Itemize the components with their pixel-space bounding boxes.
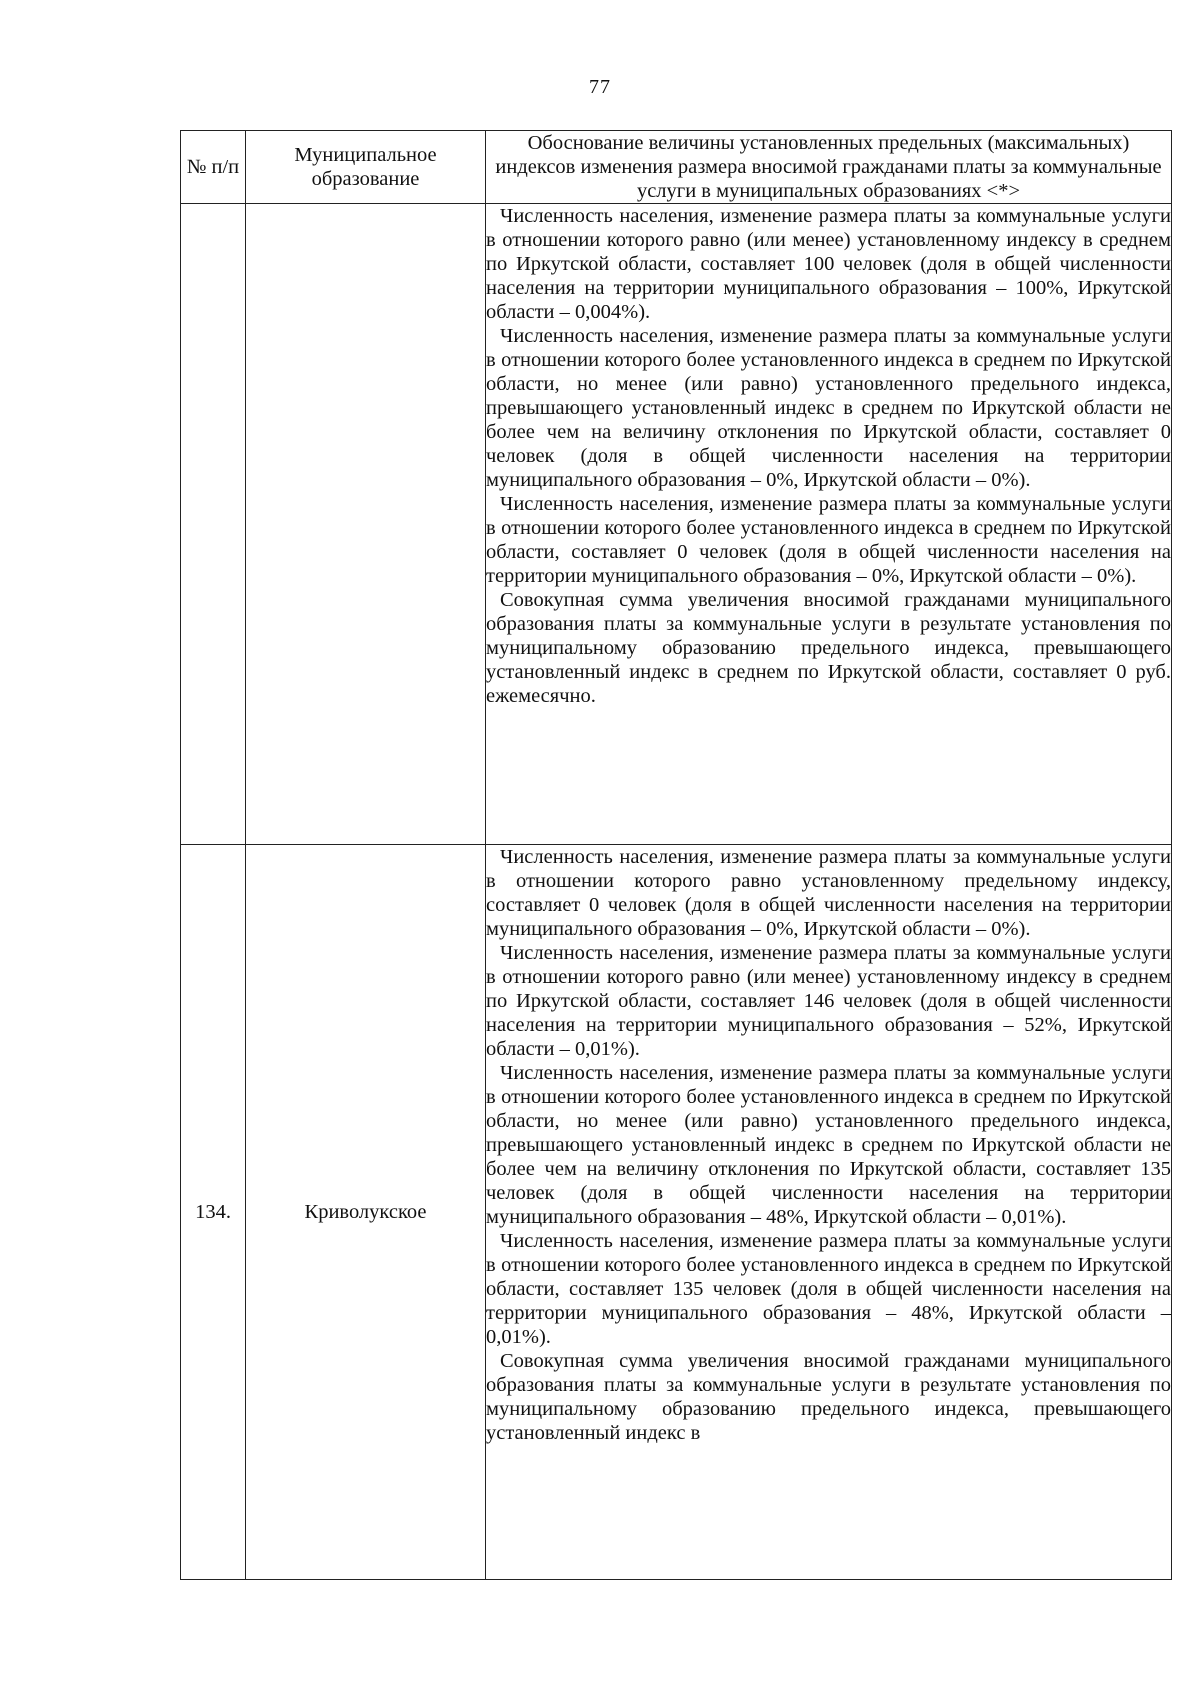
tariff-justification-table	[180, 130, 1172, 1580]
row-municipality: Криволукское	[246, 845, 486, 1580]
page-number: 77	[589, 76, 611, 98]
row-municipality	[246, 204, 486, 845]
table-row	[181, 845, 1172, 1580]
row-justification	[486, 845, 1172, 1580]
justification-paragraph: Совокупная сумма увеличения вносимой гражданами муниципального образования платы за коммунальные услуги в результате установления по муниципальному образованию предельного индекса, превышающего установленный индекс в среднем по Иркутской области, составляет 0 руб. ежемесячно.	[486, 589, 1171, 707]
row-number: 134.	[181, 845, 246, 1580]
justification-paragraph: Численность населения, изменение размера платы за коммунальные услуги в отношении которого равно установленному предельному индексу, составляет 0 человек (доля в общей численности населения на территории муниципального образования – 0%, Иркутской области – 0%).	[486, 846, 1171, 940]
table-row	[181, 204, 1172, 845]
header-municipality: Муниципальное образование	[246, 131, 486, 204]
justification-paragraph: Численность населения, изменение размера платы за коммунальные услуги в отношении которого равно (или менее) установленному индексу в среднем по Иркутской области, составляет 100 человек (доля в общей численности населения на территории муниципального образования – 100%, Иркутской области – 0,004%).	[486, 205, 1171, 323]
justification-paragraph: Численность населения, изменение размера платы за коммунальные услуги в отношении которого более установленного индекса в среднем по Иркутской области, но менее (или равно) установленного предельного индекса, превышающего установленный индекс в среднем по Иркутской области не более чем на величину отклонения по Иркутской области, составляет 0 человек (доля в общей численности населения на территории муниципального образования – 0%, Иркутской области – 0%).	[486, 325, 1171, 491]
justification-paragraph: Численность населения, изменение размера платы за коммунальные услуги в отношении которого более установленного индекса в среднем по Иркутской области, составляет 135 человек (доля в общей численности населения на территории муниципального образования – 48%, Иркутской области – 0,01%).	[486, 1230, 1171, 1348]
justification-paragraph: Совокупная сумма увеличения вносимой гражданами муниципального образования платы за коммунальные услуги в результате установления по муниципальному образованию предельного индекса, превышающего установленный индекс в	[486, 1350, 1171, 1444]
header-justification: Обоснование величины установленных предельных (максимальных) индексов изменения размера вносимой гражданами платы за коммунальные услуги в муниципальных образованиях <*>	[486, 131, 1172, 204]
justification-paragraph: Численность населения, изменение размера платы за коммунальные услуги в отношении которого более установленного индекса в среднем по Иркутской области, составляет 0 человек (доля в общей численности населения на территории муниципального образования – 0%, Иркутской области – 0%).	[486, 493, 1171, 587]
row-justification	[486, 204, 1172, 845]
table-header-row	[181, 131, 1172, 204]
justification-paragraph: Численность населения, изменение размера платы за коммунальные услуги в отношении которого более установленного индекса в среднем по Иркутской области, но менее (или равно) установленного предельного индекса, превышающего установленный индекс в среднем по Иркутской области не более чем на величину отклонения по Иркутской области, составляет 135 человек (доля в общей численности населения на территории муниципального образования – 48%, Иркутской области – 0,01%).	[486, 1062, 1171, 1228]
justification-paragraph: Численность населения, изменение размера платы за коммунальные услуги в отношении которого равно (или менее) установленному индексу в среднем по Иркутской области, составляет 146 человек (доля в общей численности населения на территории муниципального образования – 52%, Иркутской области – 0,01%).	[486, 942, 1171, 1060]
header-number: № п/п	[181, 131, 246, 204]
row-number	[181, 204, 246, 845]
